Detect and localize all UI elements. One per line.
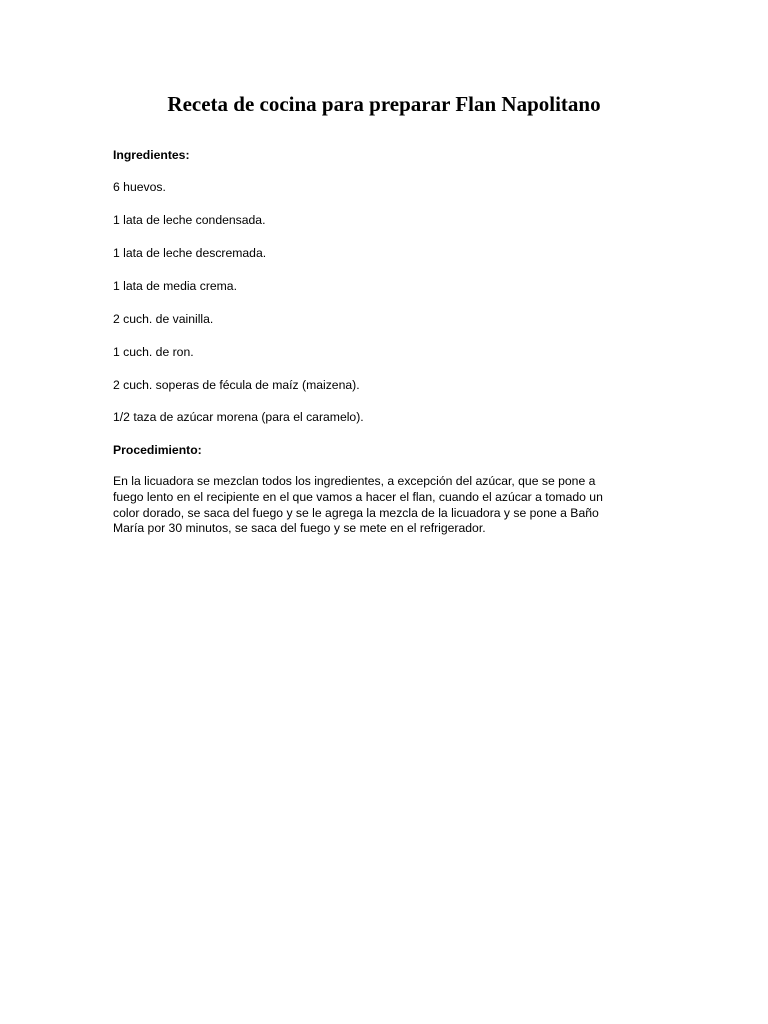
ingredient-item: 1 lata de leche condensada. <box>113 213 266 227</box>
ingredient-item: 1 cuch. de ron. <box>113 345 194 359</box>
page-title: Receta de cocina para preparar Flan Napolitano <box>167 92 601 116</box>
ingredient-item: 2 cuch. soperas de fécula de maíz (maizena). <box>113 378 360 392</box>
procedure-line: fuego lento en el recipiente en el que vamos a hacer el flan, cuando el azúcar a tomado un <box>113 489 603 504</box>
procedure-paragraph <box>113 474 653 537</box>
procedure-line: color dorado, se saca del fuego y se le agrega la mezcla de la licuadora y se pone a Baño <box>113 505 599 520</box>
ingredients-heading: Ingredientes: <box>113 148 190 162</box>
procedure-line: María por 30 minutos, se saca del fuego y se mete en el refrigerador. <box>113 521 486 536</box>
ingredient-item: 1 lata de media crema. <box>113 279 237 293</box>
ingredient-item: 1 lata de leche descremada. <box>113 246 267 260</box>
procedure-heading: Procedimiento: <box>113 443 202 457</box>
ingredient-item: 1/2 taza de azúcar morena (para el caramelo). <box>113 410 364 424</box>
ingredient-item: 2 cuch. de vainilla. <box>113 312 214 326</box>
ingredient-item: 6 huevos. <box>113 180 166 194</box>
procedure-line: En la licuadora se mezclan todos los ingredientes, a excepción del azúcar, que se pone a <box>113 474 596 488</box>
